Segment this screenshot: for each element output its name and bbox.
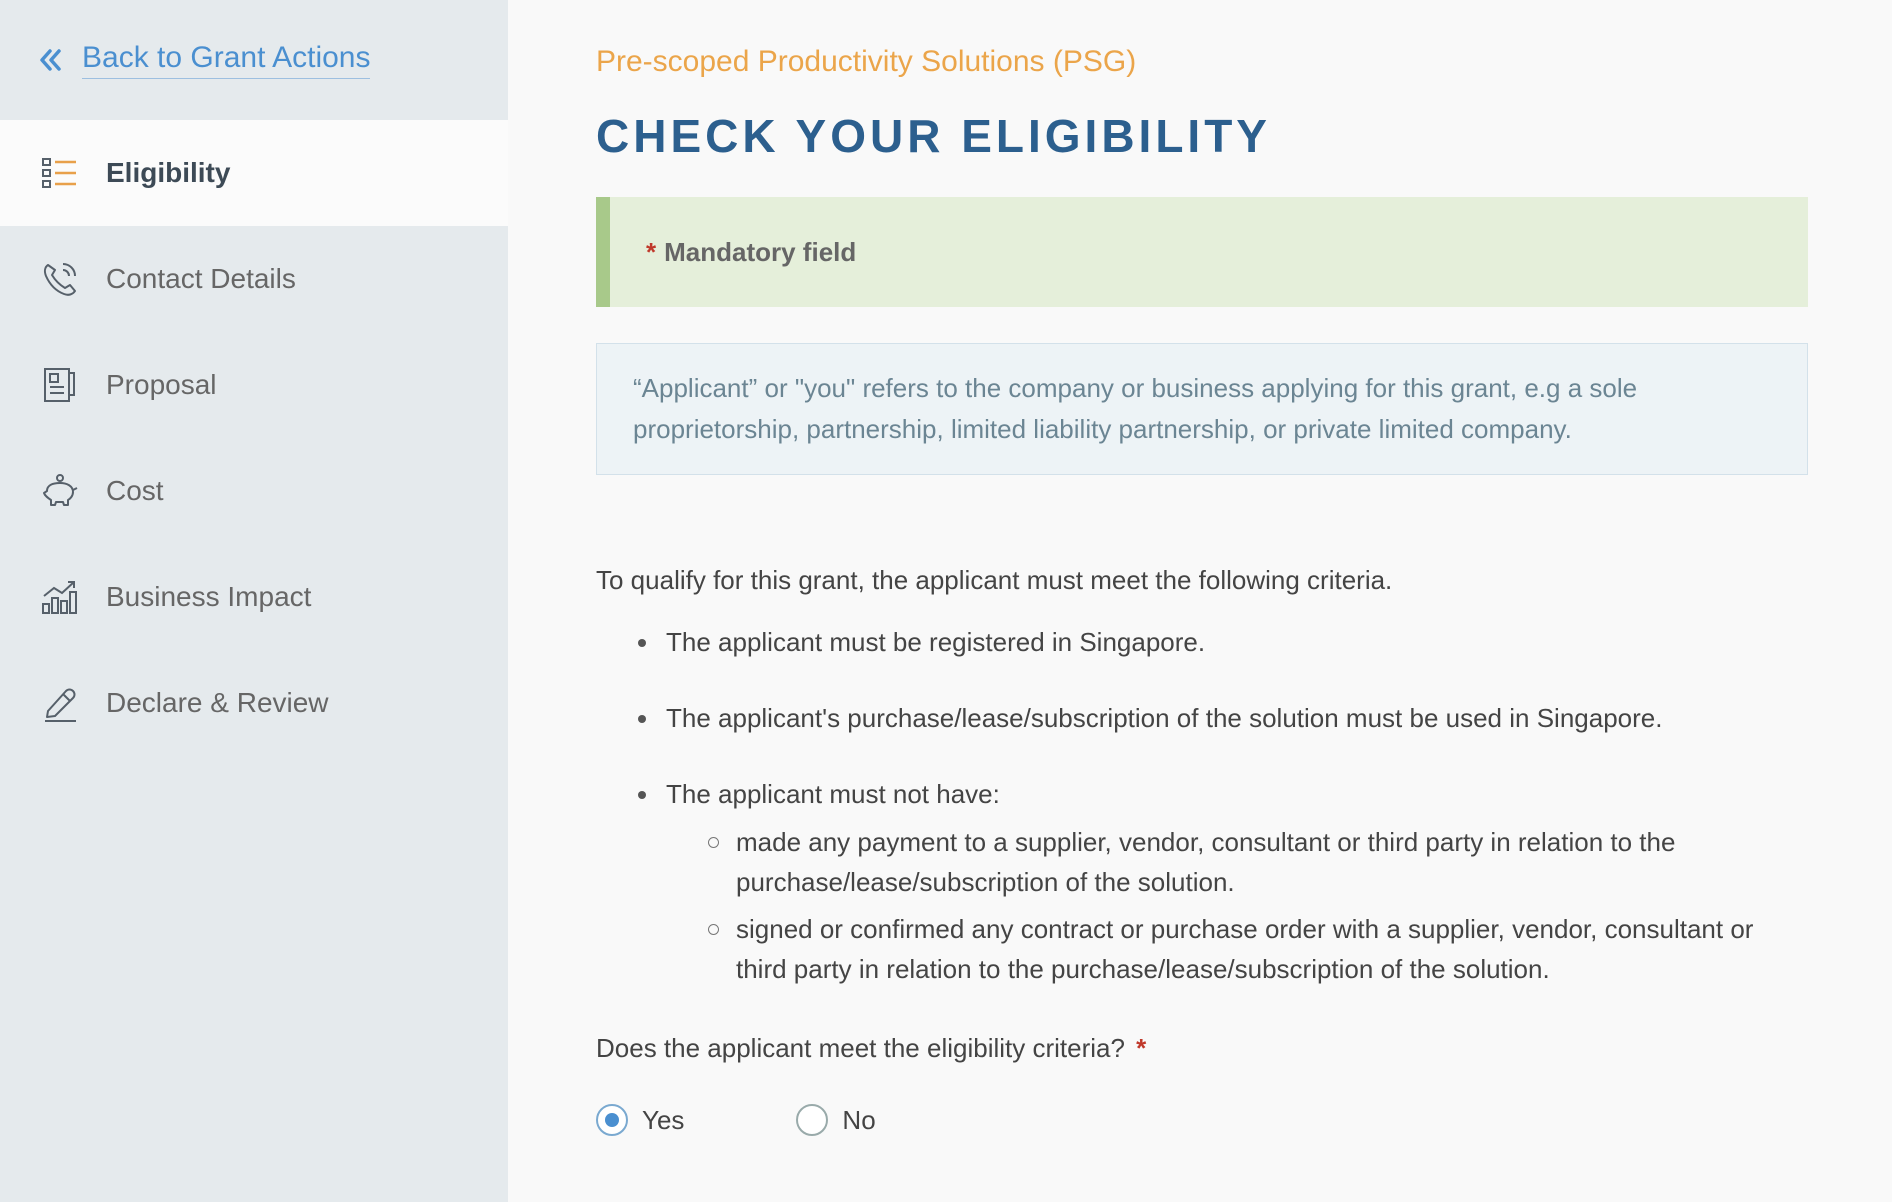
radio-yes[interactable] [596,1104,628,1136]
piggy-bank-icon [40,471,80,511]
sidebar-item-contact-details[interactable] [0,226,508,332]
grant-name: Pre-scoped Productivity Solutions (PSG) [596,45,1137,78]
sidebar-item-label: Contact Details [106,263,296,294]
main-content [508,0,1892,1202]
radio-option-no[interactable] [796,1104,875,1136]
sidebar-item-eligibility[interactable] [0,120,508,226]
criteria-item-text: The applicant must not have: [666,779,1000,809]
criteria-intro: To qualify for this grant, the applicant must meet the following criteria. [596,565,1393,595]
sub-criteria-item: signed or confirmed any contract or purchase order with a supplier, vendor, consultant or third party in relation to the purchase/lease/subscription of the solution. [708,909,1808,989]
eligibility-radio-group [596,1104,1808,1136]
sidebar-item-declare-review[interactable] [0,650,508,756]
pen-icon [40,683,80,723]
mandatory-field-notice [596,197,1808,307]
radio-selected-dot [605,1113,619,1127]
criteria-item [638,778,1808,989]
radio-no-label: No [842,1104,876,1135]
required-marker: * [1136,1033,1147,1063]
sidebar-item-proposal[interactable] [0,332,508,438]
sidebar-item-label: Proposal [106,369,217,400]
radio-no[interactable] [796,1104,828,1136]
sub-criteria-item: made any payment to a supplier, vendor, consultant or third party in relation to the purchase/lease/subscription of the solution. [708,822,1808,902]
sidebar-item-label: Cost [106,475,164,506]
criteria-item: The applicant must be registered in Singapore. [638,626,1808,658]
radio-option-yes[interactable] [596,1104,684,1136]
eligibility-question [596,1033,1808,1064]
list-icon [40,153,80,193]
sidebar-item-label: Declare & Review [106,687,329,718]
back-to-grant-actions-link[interactable] [0,0,508,120]
applicant-definition-info: “Applicant” or "you" refers to the company or business applying for this grant, e.g a sole proprietorship, partnership, limited liability partnership, or private limited company. [596,343,1808,475]
eligibility-question-text: Does the applicant meet the eligibility criteria? [596,1033,1125,1063]
phone-icon [40,259,80,299]
document-icon [40,365,80,405]
double-chevron-left-icon [36,46,64,74]
sidebar [0,0,508,1202]
criteria-item: The applicant's purchase/lease/subscription of the solution must be used in Singapore. [638,702,1808,734]
radio-yes-label: Yes [642,1104,685,1135]
sidebar-item-business-impact[interactable] [0,544,508,650]
sidebar-item-label: Business Impact [106,581,312,612]
mandatory-field-text: Mandatory field [664,236,857,267]
page-title: CHECK YOUR ELIGIBILITY [596,110,1271,162]
sidebar-item-label: Eligibility [106,157,231,188]
required-marker: * [646,236,657,267]
sidebar-item-cost[interactable] [0,438,508,544]
sub-criteria-list [666,822,1808,989]
bar-chart-icon [40,577,80,617]
back-link-label: Back to Grant Actions [82,41,370,79]
criteria-list [596,626,1808,989]
